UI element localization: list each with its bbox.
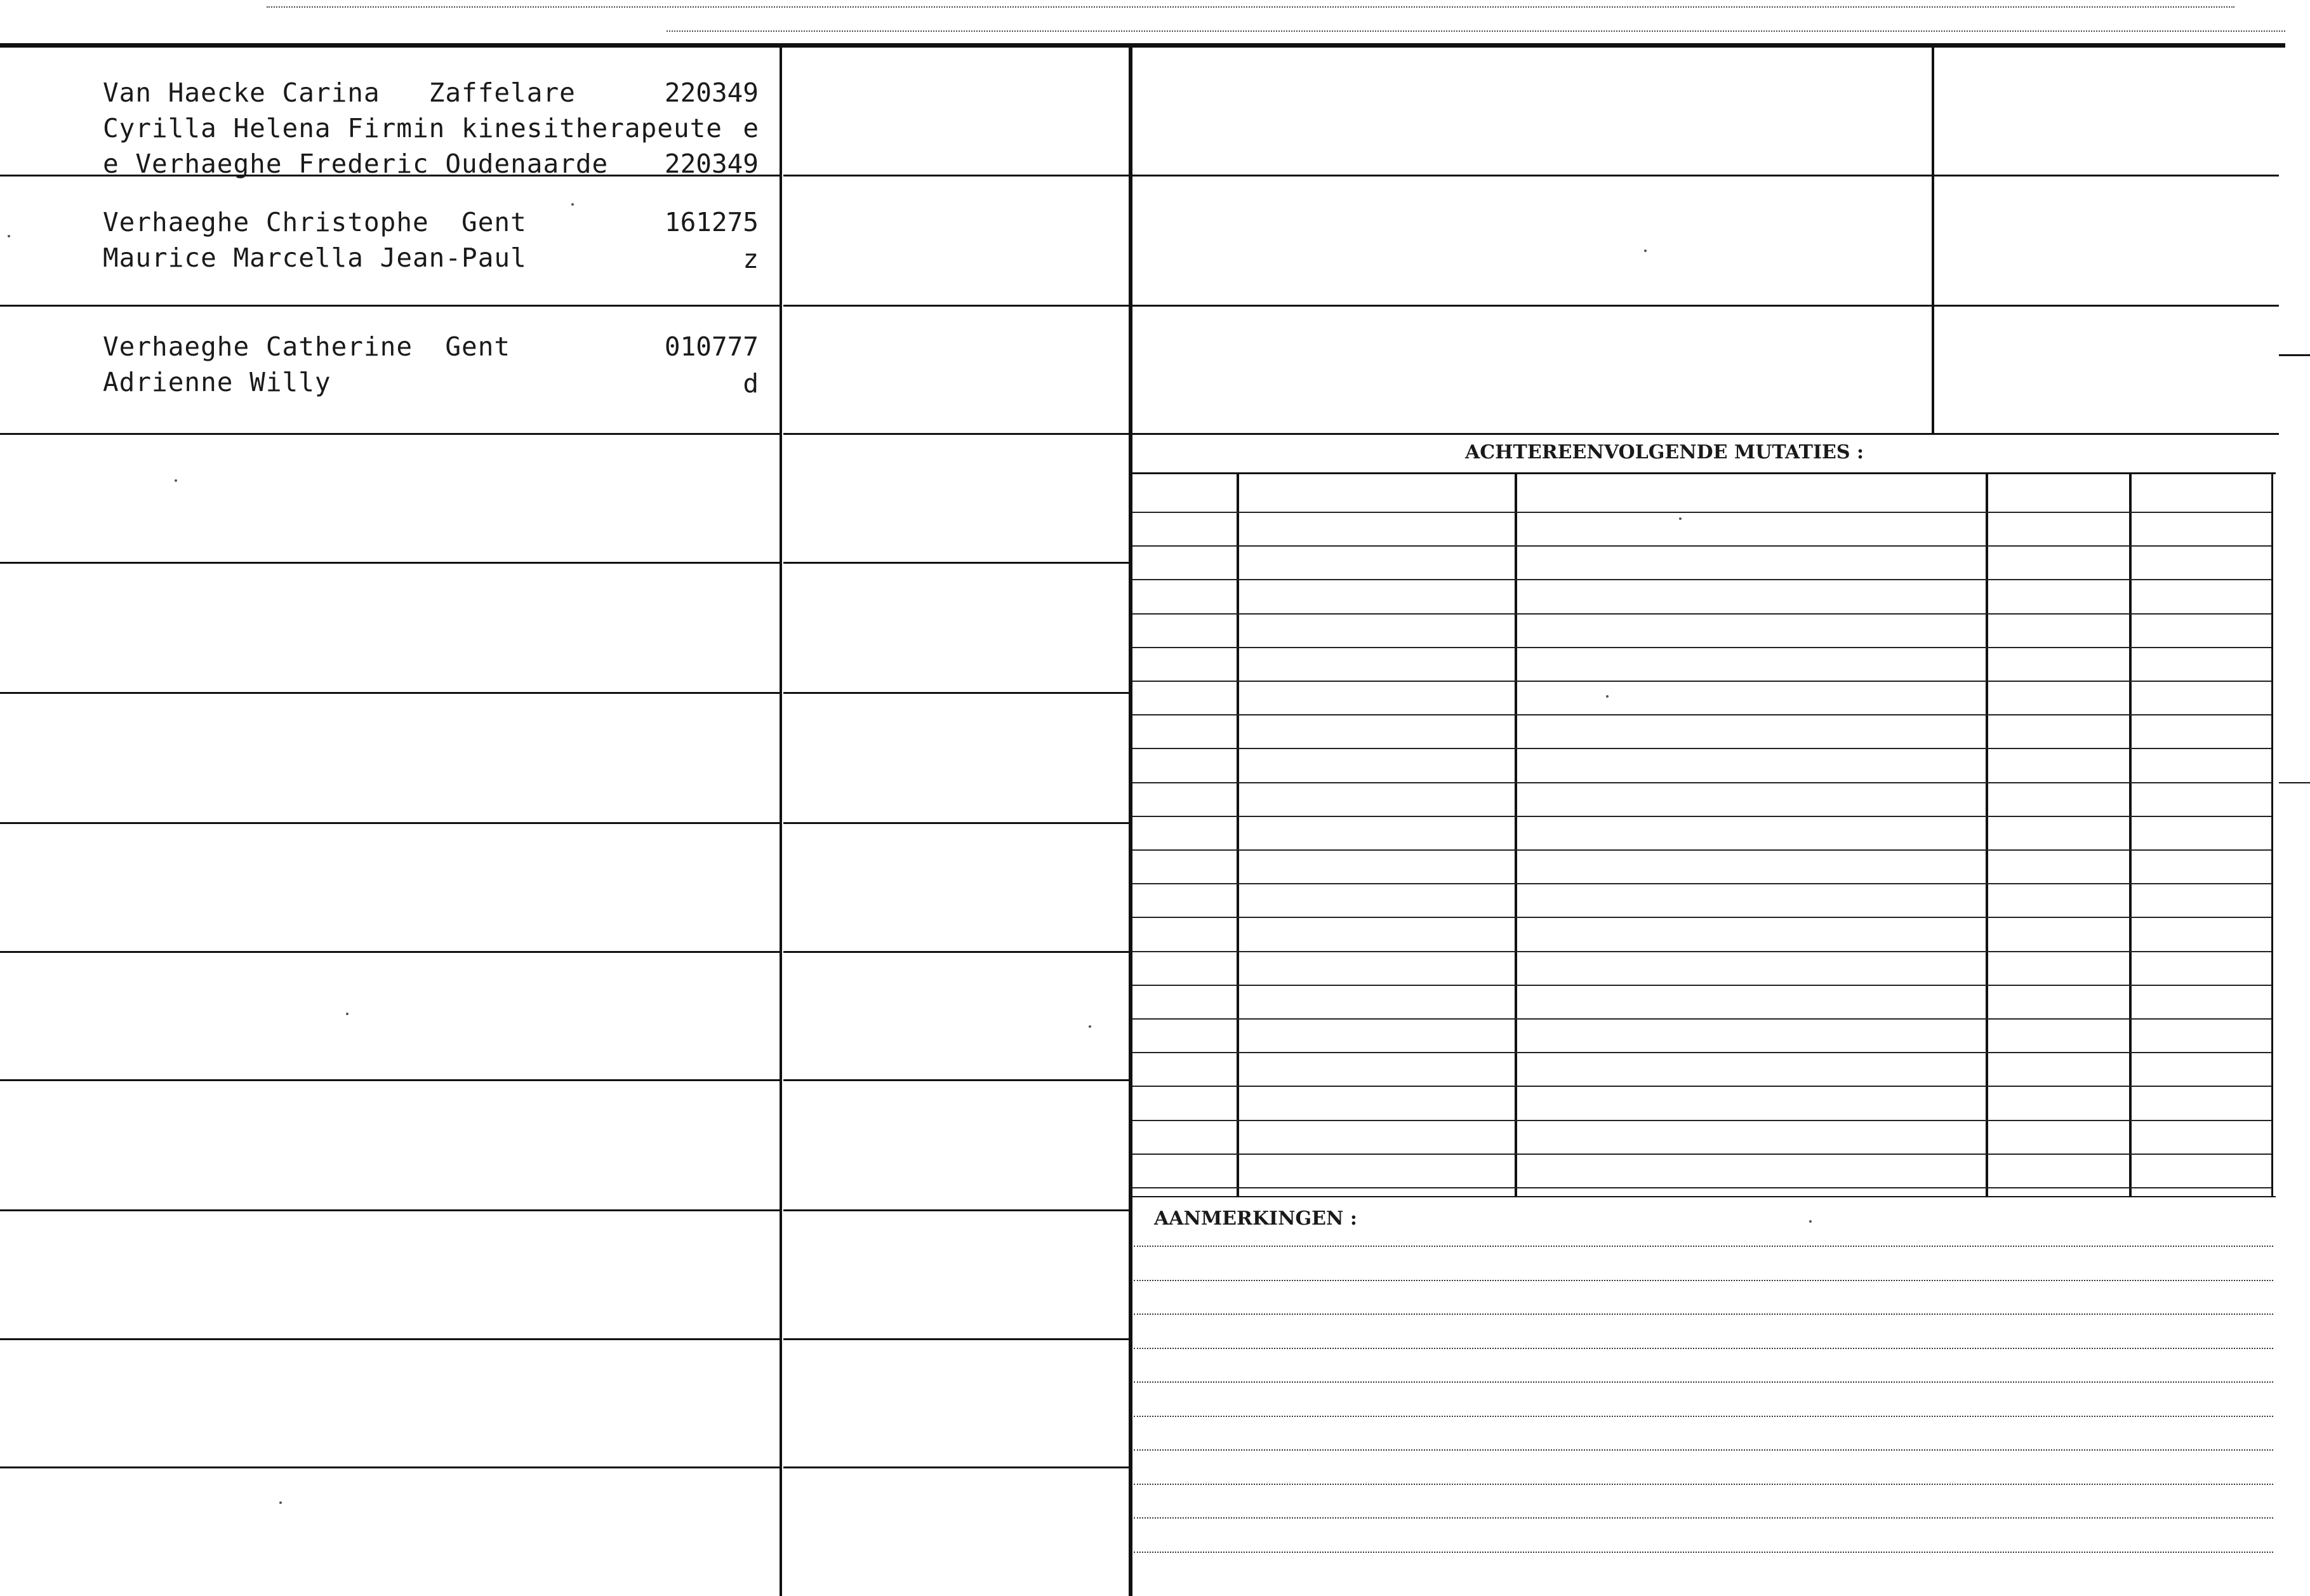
mutations-row-rule [1132, 849, 2271, 851]
scan-speck [1644, 249, 1647, 252]
remarks-writing-line [1134, 1246, 2273, 1247]
entry-2-num-1: 161275 [664, 207, 759, 237]
mutations-row-rule [1132, 714, 2271, 716]
scan-speck [346, 1013, 348, 1015]
scan-speck [279, 1501, 282, 1504]
mutations-row-rule [1132, 917, 2271, 919]
entry-2-line-1: Verhaeghe Christophe Gent [103, 207, 527, 237]
column-divider-2 [1129, 46, 1132, 1596]
middle-row-rule [783, 305, 1129, 307]
scan-speck [571, 203, 574, 206]
right-row-rule-1 [1130, 175, 2279, 176]
mutations-row-rule [1132, 512, 2271, 514]
entry-1-num-3: 220349 [664, 149, 759, 179]
mutations-row-rule [1132, 1086, 2271, 1087]
mutations-column-divider [1237, 474, 1239, 1196]
mutations-row-rule [1132, 1018, 2271, 1020]
entry-1-line-3: e Verhaeghe Frederic Oudenaarde [103, 149, 609, 179]
left-row-rule [0, 1079, 780, 1081]
left-row-rule [0, 1466, 780, 1468]
remarks-heading: AANMERKINGEN : [1154, 1207, 1357, 1230]
entry-2-line-2: Maurice Marcella Jean-Paul [103, 243, 527, 273]
entry-3-line-2: Adrienne Willy [103, 367, 331, 397]
remarks-writing-line [1134, 1348, 2273, 1350]
left-row-rule [0, 951, 780, 953]
middle-row-rule [783, 175, 1129, 176]
remarks-writing-line [1134, 1416, 2273, 1418]
mutations-column-divider [1515, 474, 1517, 1196]
mutations-top-rule [1130, 472, 2276, 474]
mutations-row-rule [1132, 883, 2271, 885]
top-faint-rule [267, 6, 2234, 8]
mutations-column-divider [1986, 474, 1988, 1196]
middle-row-rule [783, 433, 1129, 435]
middle-row-rule [783, 822, 1129, 824]
mutations-row-rule [1132, 579, 2271, 581]
mutations-column-divider [2129, 474, 2132, 1196]
mutations-heading: ACHTEREENVOLGENDE MUTATIES : [1465, 441, 1864, 463]
left-row-rule [0, 305, 780, 307]
middle-row-rule [783, 1466, 1129, 1468]
middle-row-rule [783, 951, 1129, 953]
scan-speck [1606, 695, 1609, 698]
right-row-rule-3 [1130, 433, 2279, 435]
scan-speck [8, 235, 10, 237]
remarks-writing-line [1134, 1517, 2273, 1519]
mutations-row-rule [1132, 782, 2271, 784]
middle-row-rule [783, 1079, 1129, 1081]
left-row-rule [0, 1338, 780, 1340]
margin-tick-2 [2279, 782, 2310, 783]
left-row-rule [0, 562, 780, 564]
top-rule [0, 43, 2285, 48]
remarks-writing-line [1134, 1381, 2273, 1383]
middle-row-rule [783, 692, 1129, 694]
mutations-row-rule [1132, 1120, 2271, 1122]
scan-speck [1089, 1025, 1091, 1028]
entry-3-num-2: d [743, 368, 759, 399]
remarks-writing-line [1134, 1484, 2273, 1486]
column-divider-3 [1932, 46, 1934, 434]
mutations-right-border [2271, 472, 2273, 1196]
mutations-row-rule [1132, 1052, 2271, 1054]
mutations-row-rule [1132, 816, 2271, 818]
left-row-rule [0, 433, 780, 435]
remarks-writing-line [1134, 1552, 2273, 1553]
scan-speck [1679, 517, 1682, 520]
entry-1-line-1: Van Haecke Carina Zaffelare [103, 77, 576, 108]
left-row-rule [0, 692, 780, 694]
scan-speck [1809, 1220, 1812, 1223]
mutations-bottom-rule [1130, 1196, 2276, 1197]
mutations-row-rule [1132, 1154, 2271, 1155]
entry-1-line-2: Cyrilla Helena Firmin kinesitherapeute [103, 113, 722, 143]
mutations-row-rule [1132, 545, 2271, 547]
remarks-writing-line [1134, 1280, 2273, 1282]
left-row-rule [0, 822, 780, 824]
mutations-row-rule [1132, 985, 2271, 987]
top-dashed-rule [667, 30, 2285, 32]
entry-2-num-2: z [743, 244, 759, 274]
mutations-row-rule [1132, 1187, 2271, 1189]
middle-row-rule [783, 1209, 1129, 1211]
scan-speck [175, 479, 177, 482]
margin-tick-1 [2279, 354, 2310, 356]
mutations-row-rule [1132, 748, 2271, 750]
remarks-writing-line [1134, 1449, 2273, 1451]
column-divider-1 [780, 46, 782, 1596]
right-row-rule-2 [1130, 305, 2279, 307]
mutations-row-rule [1132, 647, 2271, 649]
remarks-writing-line [1134, 1313, 2273, 1315]
entry-1-num-2: e [743, 113, 759, 143]
mutations-row-rule [1132, 681, 2271, 682]
entry-3-line-1: Verhaeghe Catherine Gent [103, 331, 511, 362]
left-row-rule [0, 1209, 780, 1211]
middle-row-rule [783, 1338, 1129, 1340]
mutations-row-rule [1132, 613, 2271, 615]
mutations-row-rule [1132, 951, 2271, 953]
entry-1-num-1: 220349 [664, 77, 759, 108]
entry-3-num-1: 010777 [664, 331, 759, 362]
middle-row-rule [783, 562, 1129, 564]
